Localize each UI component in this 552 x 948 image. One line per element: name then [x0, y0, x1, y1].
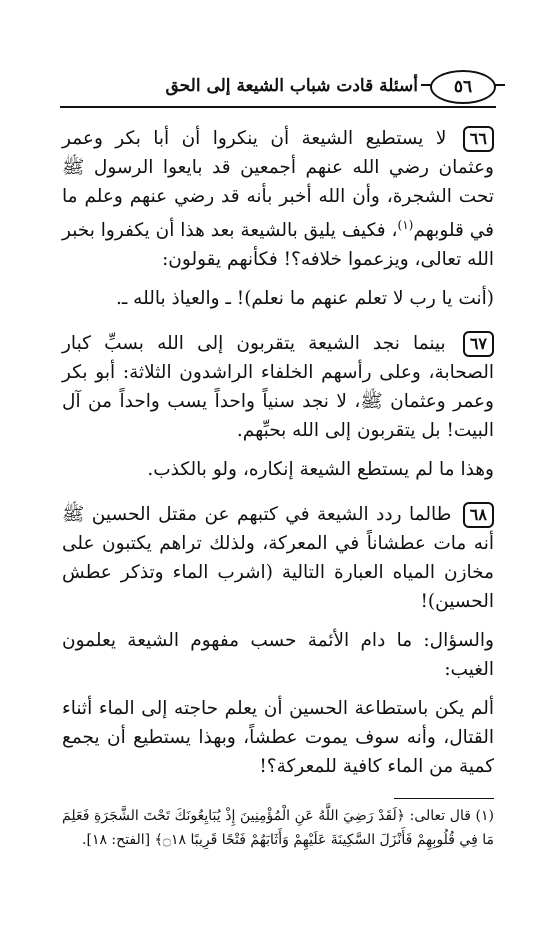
page-header	[60, 68, 496, 108]
body-text	[62, 124, 494, 797]
footnote: (١) قال تعالى: ﴿لَقَدْ رَضِيَ اللَّهُ عَنِ الْمُؤْمِنِينَ إِذْ يُبَايِعُونَكَ تَحْتَ الشَّجَرَةِ فَعَلِمَ مَا فِي قُلُوبِهِمْ فَأَنْزَلَ السَّكِينَةَ عَلَيْهِمْ وَأَثَابَهُمْ فَتْحًا قَرِيبًا ۝١٨﴾ [الفتح: ١٨].	[62, 808, 494, 848]
header-rule	[60, 106, 496, 108]
question-number-68: ٦٨	[463, 502, 494, 528]
question-66-text: لا يستطيع الشيعة أن ينكروا أن أبا بكر وعمر وعثمان رضي الله عنهم أجمعين قد بايعوا الرسول ﷺ تحت الشجرة، وأن الله أخبر بأنه قد رضي عنهم وعلم ما في قلوبهم	[62, 128, 494, 242]
question-67	[62, 329, 494, 445]
question-66	[62, 124, 494, 274]
question-66-quote: (أنت يا رب لا تعلم عنهم ما نعلم)! ـ والعياذ بالله ـ.	[115, 288, 494, 310]
question-66-text-cont: ، فكيف يليق بالشيعة بعد هذا أن يكفروا بخبر الله تعالى، ويزعموا خلافه؟! فكأنهم يقولون:	[62, 220, 494, 271]
question-68-text: طالما ردد الشيعة في كتبهم عن مقتل الحسين ﷺ أنه مات عطشاناً في المعركة، ولذلك تراهم يكتبون على مخازن المياه العبارة التالية (اشرب الماء وتذكر عطش الحسين)!	[62, 504, 494, 613]
question-67-text: بينما نجد الشيعة يتقربون إلى الله بسبِّ كبار الصحابة، وعلى رأسهم الخلفاء الراشدون الثلاثة: أبو بكر وعمر وعثمان ﷺ، لا نجد سنياً واحداً يسب واحداً من آل البيت! بل يتقربون إلى الله بحبِّهم.	[62, 333, 494, 442]
question-68-final: ألم يكن باستطاعة الحسين أن يعلم حاجته إلى الماء أثناء القتال، وأنه سوف يموت عطشاً، وبهذا يستطيع أن يجمع كمية من الماء كافية للمعركة؟!	[62, 698, 494, 778]
footnote-ref: (١)	[397, 218, 414, 232]
question-68	[62, 500, 494, 616]
running-title: أسئلة قادت شباب الشيعة إلى الحق	[165, 76, 418, 96]
question-number-66: ٦٦	[463, 126, 494, 152]
question-67-after: وهذا ما لم يستطع الشيعة إنكاره، ولو بالكذب.	[147, 459, 494, 481]
question-number-67: ٦٧	[463, 331, 494, 357]
footnote-separator	[394, 798, 494, 799]
question-68-question: والسؤال: ما دام الأئمة حسب مفهوم الشيعة يعلمون الغيب:	[62, 630, 494, 681]
page-number: ٥٦	[430, 70, 496, 104]
